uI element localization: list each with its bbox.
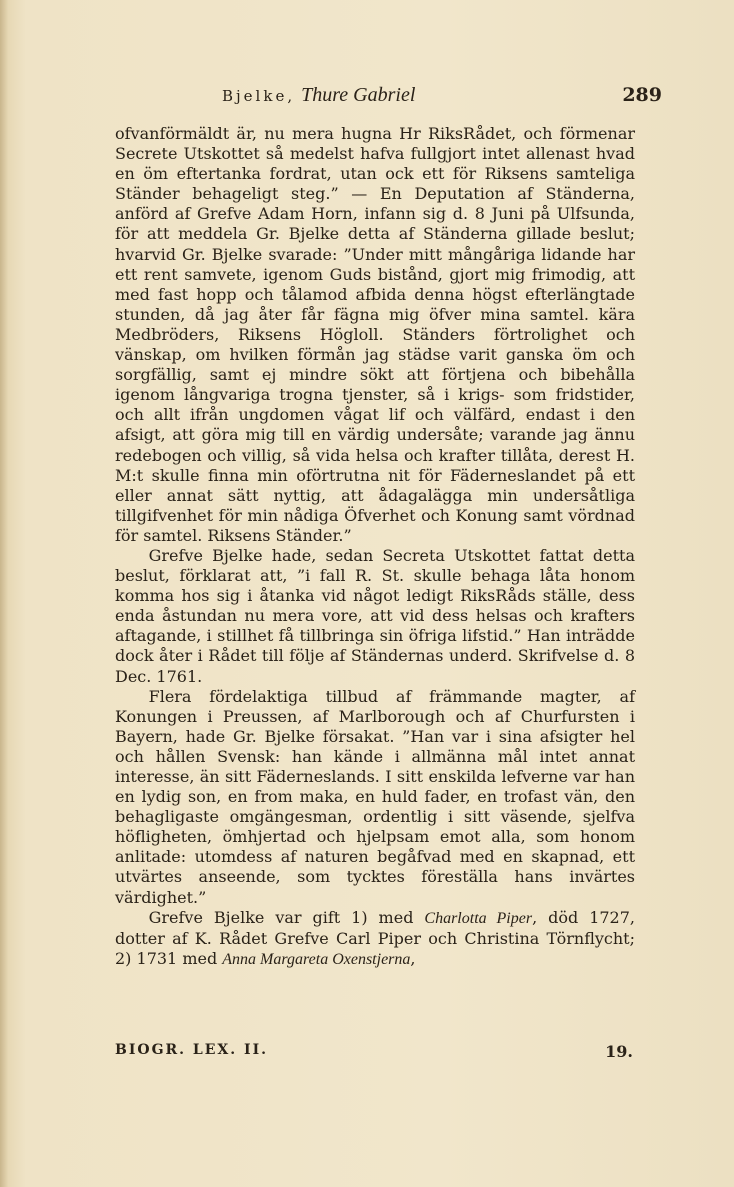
sheet-number: 19. [605, 1042, 633, 1061]
spouse-2-name: Anna Margareta Oxenstjerna [222, 950, 411, 968]
paragraph-4 [115, 908, 635, 970]
page-footer [115, 1042, 635, 1064]
running-header [222, 84, 662, 112]
paragraph-3: Flera fördelaktiga tillbud af främmande magter, af Konungen i Preussen, af Marlborough och af Churfursten i Bayern, hade Gr. Bjelke försakat. ”Han var i sina afsigter hel och hållen Svensk: han kände i allmänna mål intet annat interesse, än sitt Fäderneslands. I sitt enskilda lefverne var han en lydig son, en from maka, en huld fader, en trofast vän, den behagligaste omgängesman, ordentlig i sitt väsende, sjelfva höfligheten, ömhjertad och hjelpsam emot alla, som honom anlitade: utomdess af naturen begåfvad med en skapnad, ett utvärtes anseende, som tycktes föreställa hans invärtes värdighet.” [115, 686, 635, 907]
signature-mark: BIOGR. LEX. II. [115, 1042, 269, 1058]
running-title [222, 84, 415, 107]
p4-text-a: Grefve Bjelke var gift 1) med [148, 907, 425, 927]
page-spine-shadow [0, 0, 8, 1187]
page-number: 289 [622, 84, 662, 106]
spouse-1-name: Charlotta Piper [424, 909, 533, 927]
header-given-names: Thure Gabriel [301, 84, 416, 106]
p4-text-e: , [410, 948, 416, 968]
p4-text-c: , död 1727, dotter af K. Rådet Grefve Carl Piper och Christina Törnflycht; 2) 1731 med [115, 907, 635, 968]
header-surname: Bjelke, [222, 87, 296, 105]
paragraph-2: Grefve Bjelke hade, sedan Secreta Utskottet fattat detta beslut, förklarat att, ”i fall R. St. skulle behaga låta honom komma hos sig i åtanka vid något ledigt RiksRåds ställe, dess enda åstundan nu mera vore, att vid dess helsas och krafters aftagande, i stillhet få tillbringa sin öfriga lifstid.” Han inträdde dock åter i Rådet till följe af Ständernas underd. Skrifvelse d. 8 Dec. 1761. [115, 545, 635, 686]
paragraph-1: ofvanförmäldt är, nu mera hugna Hr RiksRådet, och förmenar Secrete Utskottet så medelst hafva fullgjort intet allenast hvad en öm eftertanka fordrat, utan ock ett för Riksens samteliga Ständer behageligt steg.” — En Deputation af Ständerna, anförd af Grefve Adam Horn, infann sig d. 8 Juni på Ulfsunda, för att meddela Gr. Bjelke detta af Ständerna gillade beslut; hvarvid Gr. Bjelke svarade: ”Under mitt mångåriga lidande har ett rent samvete, igenom Guds bistånd, gjort mig frimodig, att med fast hopp och tålamod afbida denna högst efterlängtade stunden, då jag åter får fägna mig öfver mina samtel. kära Medbröders, Riksens Högloll. Ständers förtrolighet och vänskap, om hvilken förmån jag städse varit ganska öm och sorgfällig, samt ej mindre sökt att förtjena och bibehålla igenom långvariga trogna tjenster, så i krigs- som fridstider, och allt ifrån ungdomen vågat lif och välfärd, endast i den afsigt, att göra mig till en värdig undersåte; varande jag ännu redebogen och villig, så vida helsa och krafter tillåta, derest H. M:t skulle finna min oförtrutna nit för Fäderneslandet på ett eller annat sätt nyttig, att ådagalägga min undersåtliga tillgifvenhet för min nådiga Öfverhet och Konung samt vördnad för samtel. Riksens Ständer.” [115, 124, 635, 545]
main-text [115, 124, 635, 970]
